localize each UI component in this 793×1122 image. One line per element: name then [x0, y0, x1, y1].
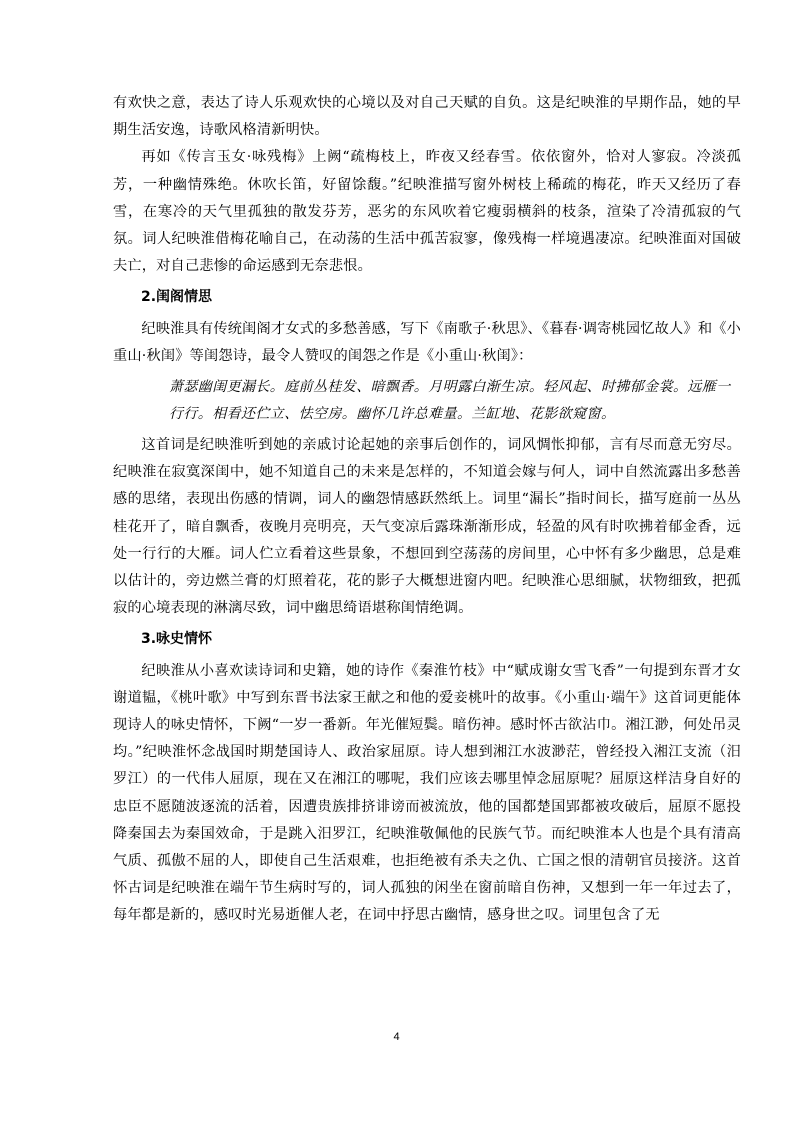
section-heading-3: 3.咏史情怀 [141, 631, 213, 648]
paragraph-2: 再如《传言玉女·咏残梅》上阙“疏梅枝上，昨夜又经春雪。依依窗外，恰对人寥寂。冷淡孤芳，一种幽情殊绝。休吹长笛，好留馀馥。”纪映淮描写窗外树枝上稀疏的梅花，昨天又经历了春雪，在寒冷的天气里孤独的散发芬芳，恶劣的东风吹着它瘦弱横斜的枝条，渲染了冷清孤寂的气氛。词人纪映淮借梅花喻自己，在动荡的生活中孤苦寂寥，像残梅一样境遇凄凉。纪映淮面对国破夫亡，对自己悲惨的命运感到无奈悲恨。 [113, 149, 741, 275]
document-page [113, 90, 741, 930]
section-heading-2: 2.闺阁情思 [141, 289, 213, 306]
paragraph-4: 这首词是纪映淮听到她的亲戚讨论起她的亲事后创作的，词风惆怅抑郁，言有尽而意无穷尽。纪映淮在寂寞深闺中，她不知道自己的未来是怎样的，不知道会嫁与何人，词中自然流露出多愁善感的思绪，表现出伤感的情调，词人的幽怨情感跃然纸上。词里“漏长”指时间长，描写庭前一丛丛桂花开了，暗自飘香，夜晚月亮明亮，天气变凉后露珠渐渐形成，轻盈的风有时吹拂着郁金香，远处一行行的大雁。词人伫立看着这些景象，不想回到空荡荡的房间里，心中怀有多少幽思，总是难以估计的，旁边燃兰膏的灯照着花，花的影子大概想进窗内吧。纪映淮心思细腻，状物细致，把孤寂的心境表现的淋漓尽致，词中幽思绮语堪称闺情绝调。 [113, 437, 741, 617]
paragraph-3: 纪映淮具有传统闺阁才女式的多愁善感，写下《南歌子·秋思》、《暮春·调寄桃园忆故人》和《小重山·秋闺》等闺怨诗，最令人赞叹的闺怨之作是《小重山·秋闺》： [113, 320, 741, 364]
paragraph-5: 纪映淮从小喜欢读诗词和史籍，她的诗作《秦淮竹枝》中“赋成谢女雪飞香”一句提到东晋才女谢道韫，《桃叶歌》中写到东晋书法家王献之和他的爱妾桃叶的故事。《小重山·端午》这首词更能体现诗人的咏史情怀，下阙“一岁一番新。年光催短鬓。暗伤神。感时怀古欲沾巾。湘江渺，何处吊灵均。”纪映淮怀念战国时期楚国诗人、政治家屈原。诗人想到湘江水波渺茫，曾经投入湘江支流（汨罗江）的一代伟人屈原，现在又在湘江的哪呢，我们应该去哪里悼念屈原呢？屈原这样洁身自好的忠臣不愿随波逐流的活着，因遭贵族排挤诽谤而被流放，他的国都楚国郢都被攻破后，屈原不愿投降秦国去为秦国效命，于是跳入汨罗江，纪映淮敬佩他的民族气节。而纪映淮本人也是个具有清高气质、孤傲不屈的人，即使自己生活艰难，也拒绝被有杀夫之仇、亡国之恨的清朝官员接济。这首怀古词是纪映淮在端午节生病时写的，词人孤独的闲坐在窗前暗自伤神，又想到一年一年过去了，每年都是新的，感叹时光易逝催人老，在词中抒思古幽情，感身世之叹。词里包含了无 [113, 662, 741, 924]
page-number: 4 [393, 1031, 400, 1043]
poem-quote: 萧瑟幽闺更漏长。庭前丛桂发、暗飘香。月明露白渐生凉。轻风起、时拂郁金裳。远雁一行行。相看还伫立、怯空房。幽怀几许总难量。兰缸地、花影欲窥窗。 [169, 379, 731, 423]
paragraph-1: 有欢快之意，表达了诗人乐观欢快的心境以及对自己天赋的自负。这是纪映淮的早期作品，她的早期生活安逸，诗歌风格清新明快。 [113, 95, 741, 139]
